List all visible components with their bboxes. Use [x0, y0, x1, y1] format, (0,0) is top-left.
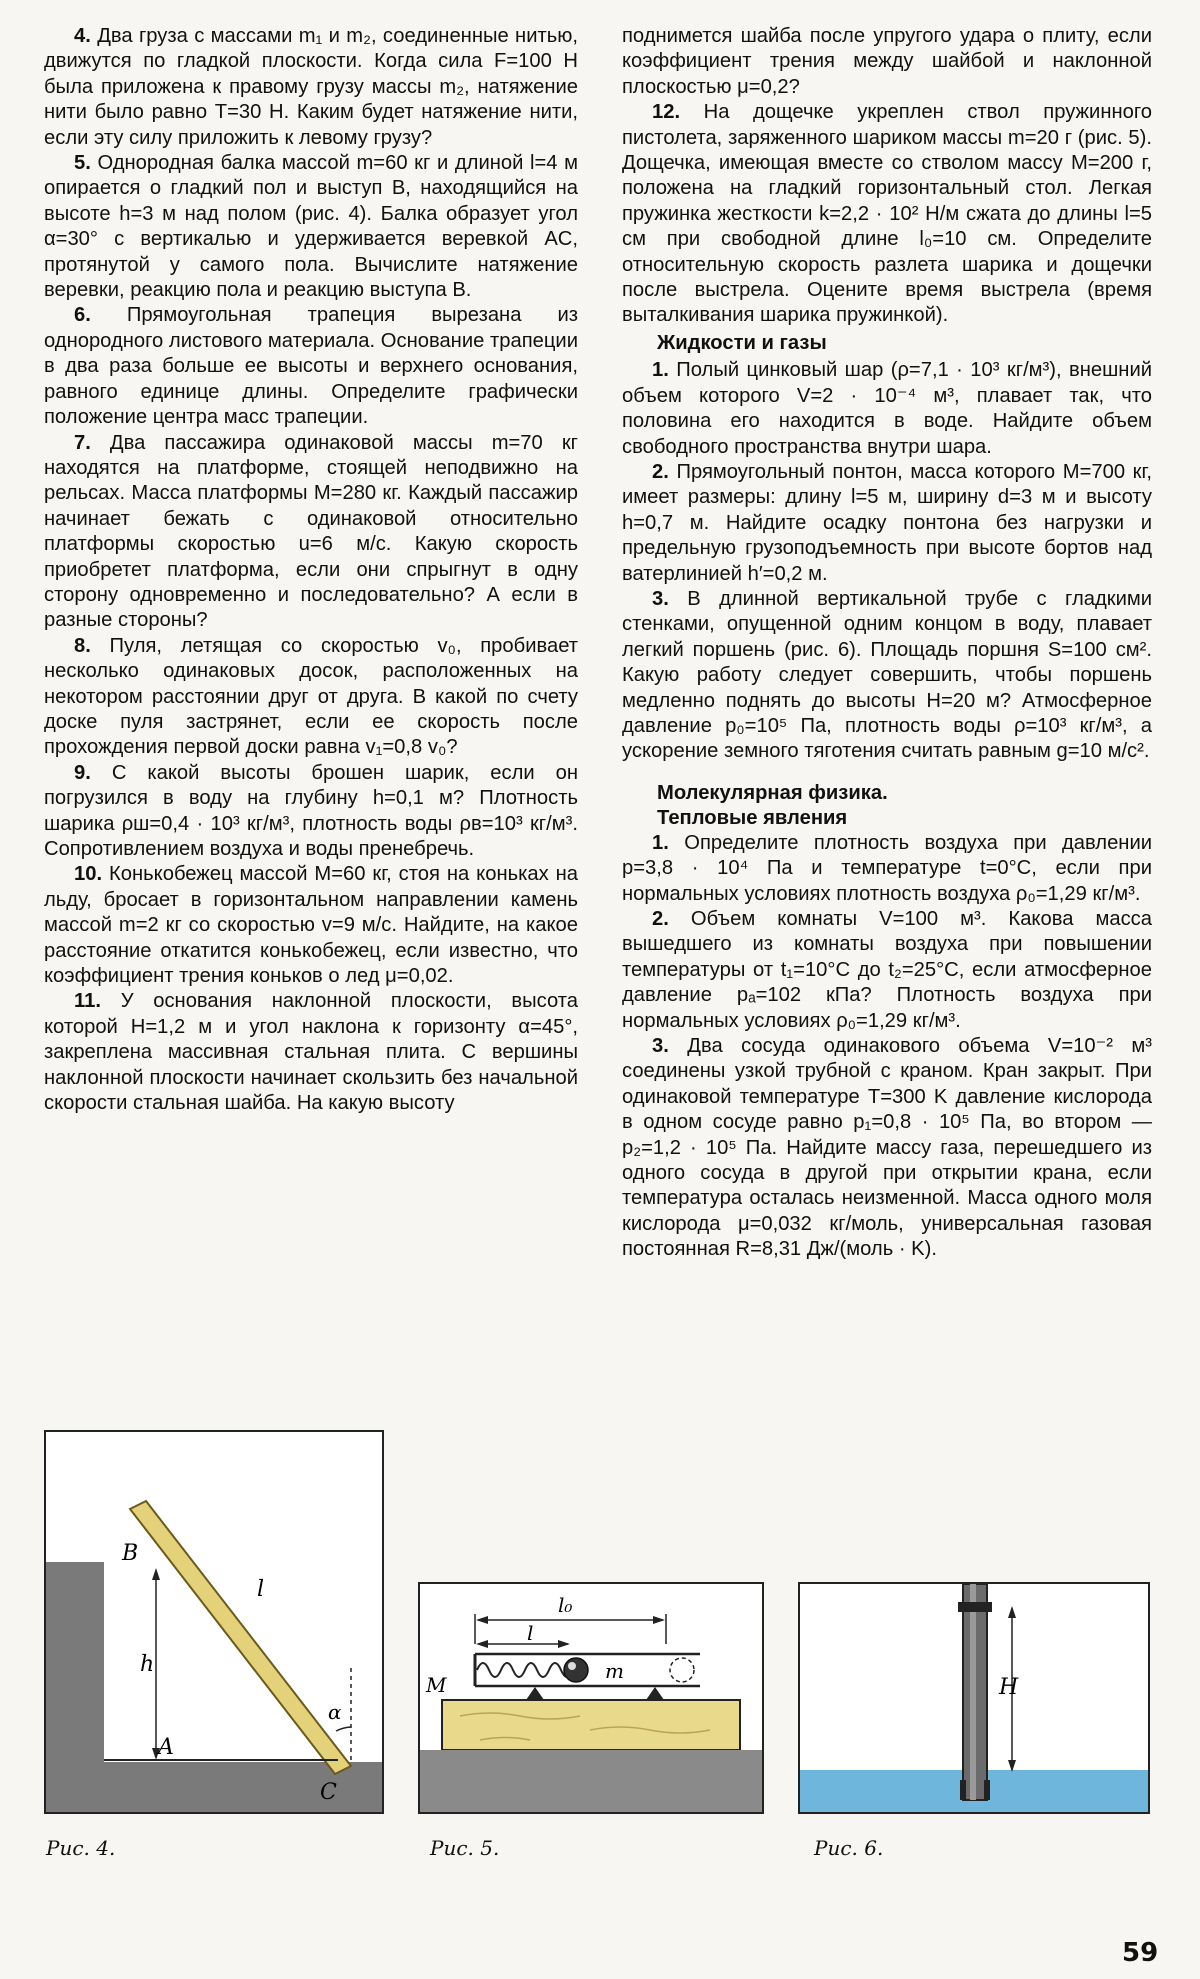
figure-6 — [798, 1582, 1150, 1814]
section-heading-molecular-line2: Тепловые явления — [657, 806, 848, 829]
figure-5-drawing — [420, 1584, 762, 1812]
label-alpha: α — [328, 1700, 342, 1724]
wall-ledge — [46, 1562, 104, 1812]
figure-4 — [44, 1430, 384, 1814]
problem-mech-6: 6. Прямоугольная трапеция вырезана из однородного листового материала. Основание трапеции в два раза больше ее высоты и верхнего основания, равного единице длины. Определите графически положение центра масс трапеции. — [44, 304, 578, 429]
problem-mech-4: 4. Два груза с массами m₁ и m₂, соединенные нитью, движутся по гладкой плоскости. Когда сила F=100 Н была приложена к правому грузу массы m₂, натяжение нити было равно T=30 Н. Каким будет натяжение нити, если эту силу приложить к левому грузу? — [44, 25, 578, 149]
problem-mech-10: 10. Конькобежец массой M=60 кг, стоя на коньках на льду, бросает в горизонтальном направлении камень массой m=2 кг со скоростью v=9 м/с. Найдите, на какое расстояние откатится конькобежец, если известно, что коэффициент трения коньков о лед μ=0,02. — [44, 863, 579, 988]
problem-molecular-1: 1. Определите плотность воздуха при давлении p=3,8 · 10⁴ Па и температуре t=0°C, если при нормальных условиях плотность воздуха ρ₀=1,29 кг/м³. — [622, 831, 1153, 905]
figure-4-drawing — [46, 1432, 382, 1812]
ball — [564, 1658, 588, 1682]
problem-mech-9: 9. С какой высоты брошен шарик, если он погрузился в воду на глубину h=0,1 м? Плотность шарика ρш=0,4 · 10³ кг/м³, плотность воды ρв=10³ кг/м³. Сопротивлением воздуха и воды пренебречь. — [44, 761, 579, 860]
problem-liquids-2: 2. Прямоугольный понтон, масса которого M=700 кг, имеет размеры: длину l=5 м, ширину d=3 м и высоту h=0,7 м. Найдите осадку понтона без нагрузки и предельную грузоподъемность при высоте бортов над ватерлинией h′=0,2 м. — [622, 460, 1152, 585]
caption-fig5: Рис. 5. — [430, 1836, 500, 1860]
section-heading-molecular-line1: Молекулярная физика. — [657, 781, 888, 804]
problem-mech-5: 5. Однородная балка массой m=60 кг и длиной l=4 м опирается о гладкий пол и выступ B, находящийся на высоте h=3 м над полом (рис. 4). Балка образует угол α=30° с вертикалью и удерживается веревкой AC, протянутой у самого пола. Вычислите натяжение веревки, реакцию пола и реакцию выступа B. — [44, 152, 578, 302]
right-column — [622, 24, 1152, 1263]
problem-mech-12: 12. На дощечке укреплен ствол пружинного пистолета, заряженного шариком массы m=20 г (рис. 5). Дощечка, имеющая вместе со стволом массу M=200 г, положена на гладкий горизонтальный стол. Легкая пружинка жесткости k=2,2 · 10² Н/м сжата до длины l=5 см при свободной длине l₀=10 см. Определите относительную скорость разлета шарика и дощечки после выстрела. Оцените время выстрела (время выталкивания шарика пружинкой). — [622, 101, 1152, 327]
problem-liquids-1: 1. Полый цинковый шар (ρ=7,1 · 10³ кг/м³), внешний объем которого V=2 · 10⁻⁴ м³, плавает так, что половина его находится в воде. Найдите объем свободного пространства внутри шара. — [622, 359, 1153, 458]
problem-mech-7: 7. Два пассажира одинаковой массы m=70 кг находятся на платформе, стоящей неподвижно на рельсах. Масса платформы M=280 кг. Каждый пассажир начинает бежать с одинаковой относительно платформы скоростью u=6 м/с. Какую скорость приобретет платформа, если они спрыгнут в одну сторону одновременно и последовательно? А если в разные стороны? — [44, 431, 579, 632]
label-h-big: H — [999, 1675, 1019, 1700]
label-c: C — [320, 1780, 337, 1805]
board — [442, 1700, 740, 1750]
problem-mech-11-continued: поднимется шайба после упругого удара о плиту, если коэффициент трения между шайбой и наклонной плоскостью μ=0,2? — [622, 25, 1152, 98]
piston — [958, 1602, 992, 1612]
label-l: l — [527, 1621, 534, 1645]
problem-mech-11: 11. У основания наклонной плоскости, высота которой H=1,2 м и угол наклона к горизонту α=45°, закреплена массивная стальная плита. С вершины наклонной плоскости начинает скользить без начальной скорости стальная шайба. На какую высоту — [44, 990, 578, 1115]
left-column — [44, 24, 578, 1116]
caption-fig6: Рис. 6. — [814, 1836, 884, 1860]
page-number: 59 — [1122, 1938, 1159, 1968]
label-l0: l₀ — [558, 1593, 573, 1617]
figure-6-drawing — [800, 1584, 1148, 1812]
label-h: h — [140, 1652, 155, 1677]
section-heading-molecular — [657, 781, 1152, 831]
label-b: B — [122, 1541, 139, 1566]
label-l: l — [257, 1577, 265, 1602]
label-a: A — [158, 1735, 174, 1760]
problem-molecular-3: 3. Два сосуда одинакового объема V=10⁻² м³ соединены узкой трубной с краном. Кран закрыт. При одинаковой температуре T=300 K давление кислорода в одном сосуде равно p₁=0,8 · 10⁵ Па, во втором — p₂=1,2 · 10⁵ Па. Найдите массу газа, перешедшего из одного сосуда в другой при открытии крана, если температура осталась неизменной. Масса одного моля кислорода μ=0,032 кг/моль, универсальная газовая постоянная R=8,31 Дж/(моль · K). — [622, 1035, 1153, 1261]
figure-5 — [418, 1582, 764, 1814]
problem-mech-8: 8. Пуля, летящая со скоростью v₀, пробивает несколько одинаковых досок, расположенных на некотором расстоянии друг от друга. В какой по счету доске пуля застрянет, если ее скорость после прохождения первой доски равна v₁=0,8 v₀? — [44, 634, 578, 759]
problem-liquids-3: 3. В длинной вертикальной трубе с гладкими стенками, опущенной одним концом в воду, плавает легкий поршень (рис. 6). Площадь поршня S=100 см². Какую работу следует совершить, чтобы поршень медленно поднять до высоты H=20 м? Атмосферное давление p₀=10⁵ Па, плотность воды ρ=10³ кг/м³, а ускорение земного тяготения считать равным g=10 м/с². — [622, 587, 1153, 763]
section-heading-liquids: Жидкости и газы — [657, 331, 827, 354]
caption-fig4: Рис. 4. — [46, 1836, 116, 1860]
label-big-m: M — [426, 1673, 447, 1697]
table — [420, 1750, 762, 1812]
problem-molecular-2: 2. Объем комнаты V=100 м³. Какова масса вышедшего из комнаты воздуха при повышении температуры от t₁=10°C до t₂=25°C, если атмосферное давление pₐ=102 кПа? Плотность воздуха при нормальных условиях ρ₀=1,29 кг/м³. — [622, 908, 1152, 1032]
label-m: m — [605, 1659, 624, 1683]
